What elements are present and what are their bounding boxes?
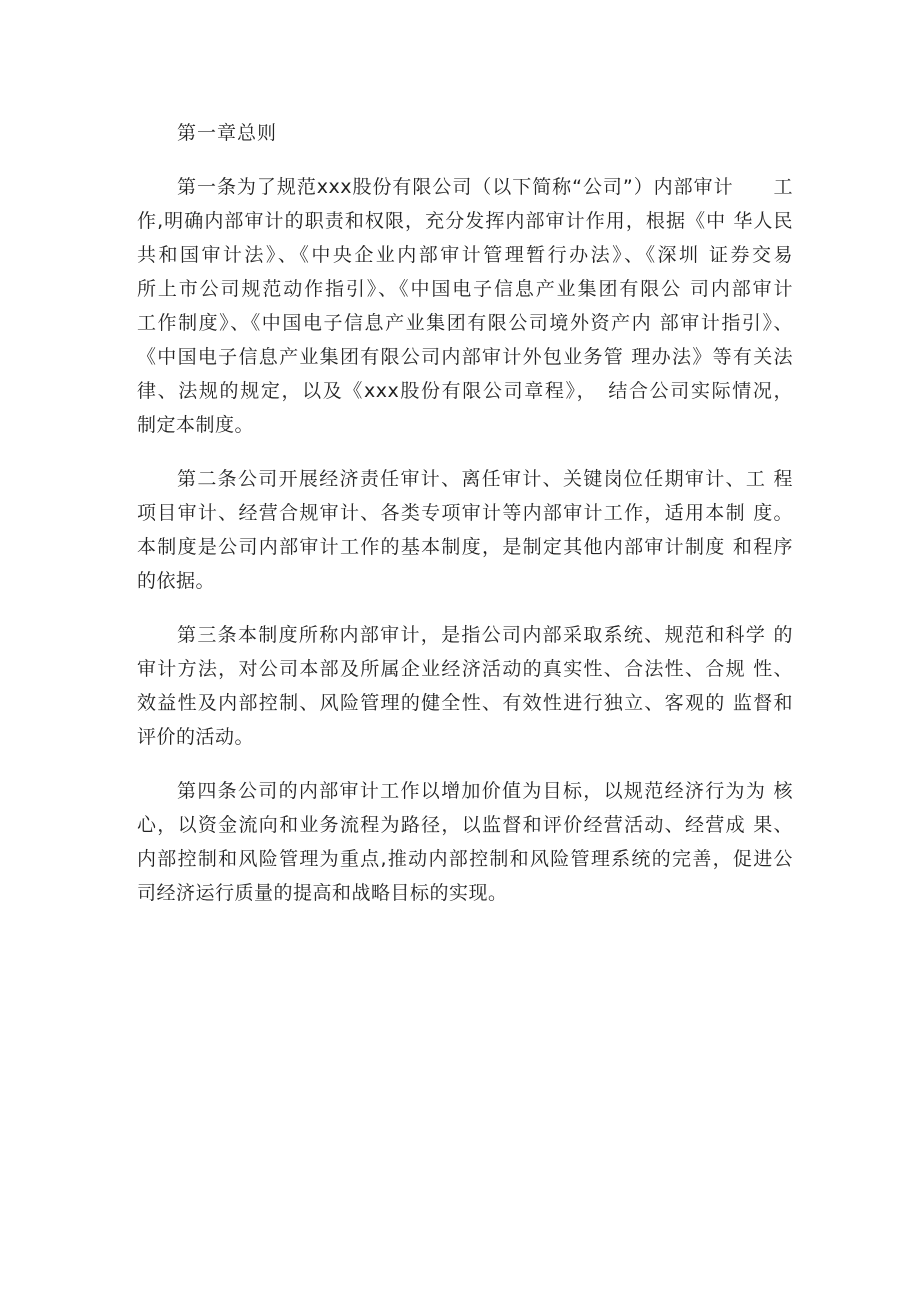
- text-line: 工作制度》、《中国电子信息产业集团有限公司境外资产内 部审计指引》、: [137, 312, 793, 334]
- text-line: 本制度是公司内部审计工作的基本制度，是制定其他内部审计制度 和程序: [137, 536, 793, 558]
- text-line: 第三条本制度所称内部审计，是指公司内部采取系统、规范和科学 的: [177, 624, 793, 646]
- text-line: 第四条公司的内部审计工作以增加价值为目标，以规范经济行为为 核: [177, 780, 793, 802]
- text-line: 的依据。: [137, 570, 216, 592]
- text-line: 第一条为了规范xxx股份有限公司（以下简称“公司”）内部审计 工: [177, 176, 793, 198]
- text-line: 司经济运行质量的提高和战略目标的实现。: [137, 882, 508, 904]
- article-1: [137, 170, 793, 442]
- text-line: 效益性及内部控制、风险管理的健全性、有效性进行独立、客观的 监督和: [137, 692, 793, 714]
- text-line: 内部控制和风险管理为重点,推动内部控制和风险管理系统的完善，促进公: [137, 848, 793, 870]
- article-2: [137, 462, 793, 598]
- text-line: 共和国审计法》、《中央企业内部审计管理暂行办法》、《深圳 证券交易: [137, 244, 793, 266]
- text-line: 制定本制度。: [137, 414, 255, 436]
- text-line: 心，以资金流向和业务流程为路径，以监督和评价经营活动、经营成 果、: [137, 814, 793, 836]
- document-body: [137, 116, 793, 930]
- text-line: 所上市公司规范动作指引》、《中国电子信息产业集团有限公 司内部审计: [137, 278, 793, 300]
- text-line: 第二条公司开展经济责任审计、离任审计、关键岗位任期审计、工 程: [177, 468, 793, 490]
- text-line: 项目审计、经营合规审计、各类专项审计等内部审计工作，适用本制 度。: [137, 502, 793, 524]
- chapter-title: 第一章总则: [177, 122, 278, 144]
- text-line: 审计方法，对公司本部及所属企业经济活动的真实性、合法性、合规 性、: [137, 658, 793, 680]
- article-3: [137, 618, 793, 754]
- article-4: [137, 774, 793, 910]
- text-line: 评价的活动。: [137, 726, 255, 748]
- text-line: 律、法规的规定，以及《xxx股份有限公司章程》， 结合公司实际情况，: [137, 380, 793, 402]
- text-line: 作,明确内部审计的职责和权限，充分发挥内部审计作用，根据《中 华人民: [137, 210, 793, 232]
- text-line: 《中国电子信息产业集团有限公司内部审计外包业务管 理办法》等有关法: [137, 346, 793, 368]
